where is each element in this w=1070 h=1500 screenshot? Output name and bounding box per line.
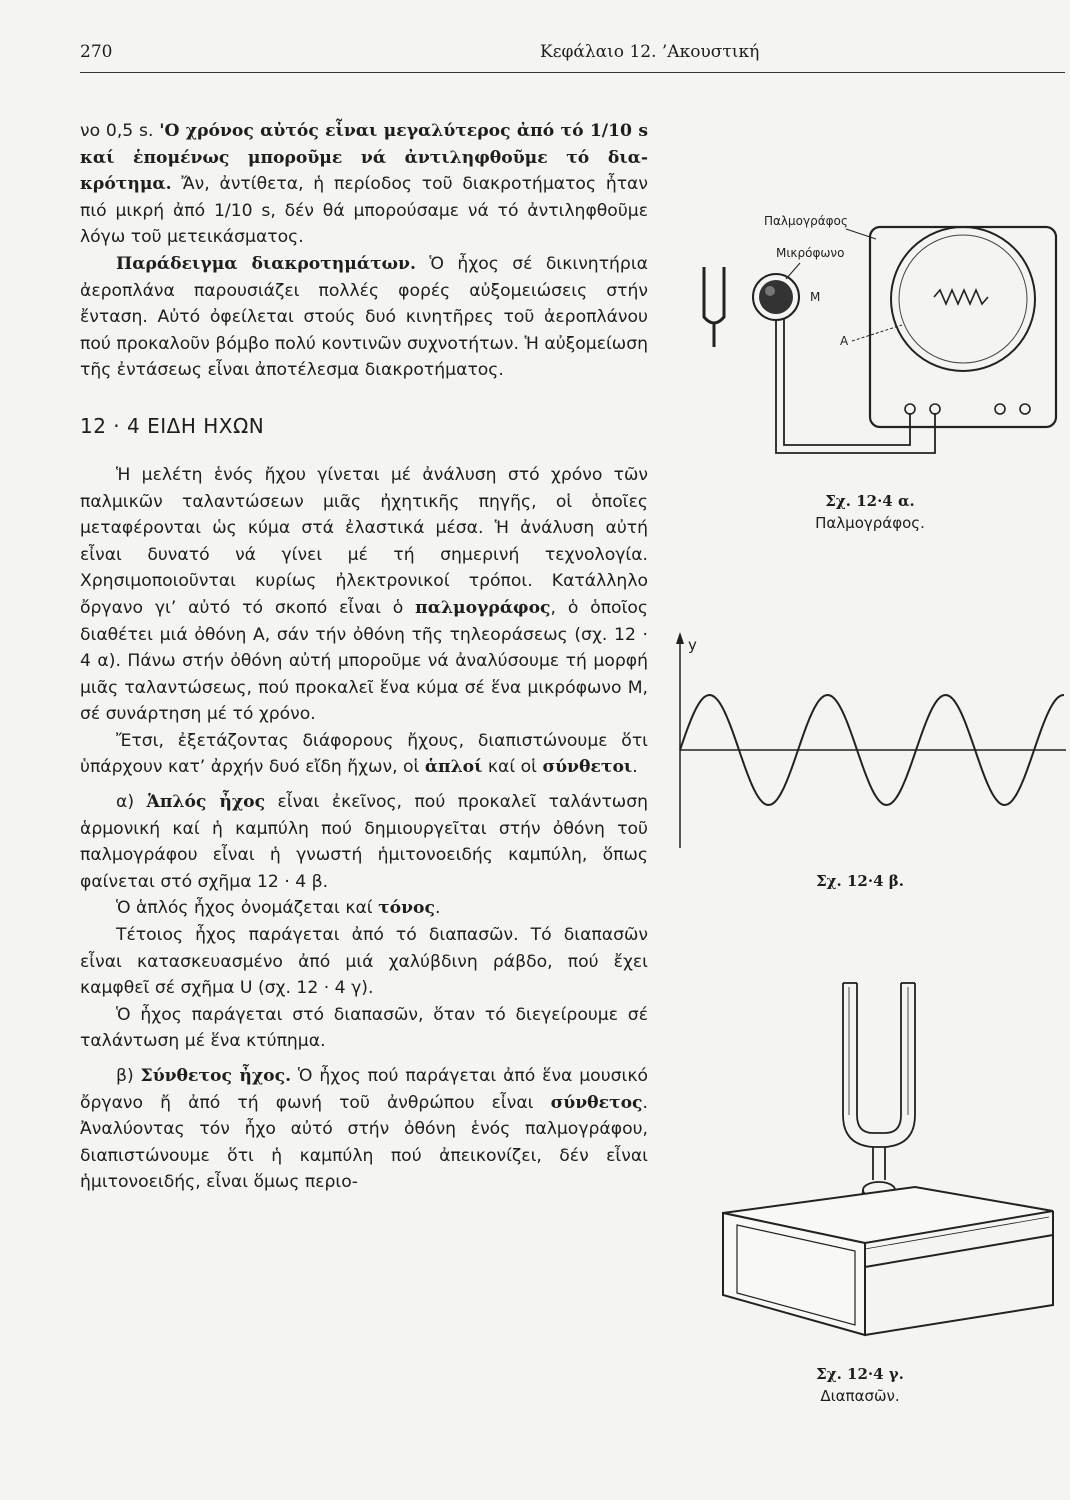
main-text-column	[80, 118, 648, 1196]
paragraph-4: Ἔτσι, ἐξετάζοντας διάφορους ἤχους, διαπιστώνουμε ὅτι ὑπάρχουν κατ’ ἀρχήν δυό εἴδη ἤχων, οἱ ἁπλοί καί οἱ σύνθετοι.	[80, 730, 648, 778]
paragraph-6: Ὁ ἁπλός ἦχος ὀνομάζεται καί τόνος.	[116, 898, 441, 919]
header-rule	[80, 72, 1065, 73]
caption-fig-c: Σχ. 12·4 γ. Διαπασῶν.	[816, 1365, 904, 1405]
section-title: 12 · 4 ΕΙΔΗ ΗΧΩΝ	[80, 413, 265, 438]
figure-oscilloscope	[690, 205, 1065, 470]
microphone-icon	[753, 274, 799, 320]
label-oscilloscope: Παλμογράφος	[764, 214, 848, 228]
running-head: Κεφάλαιο 12. ’Ακουστική	[540, 42, 760, 62]
paragraph-9: β) Σύνθετος ἦχος. Ὁ ἦχος πού παράγεται ἀπό ἕνα μουσικό ὄργανο ἤ ἀπό τή φωνή τοῦ ἀνθρώπου εἶναι σύνθετος. Ἀναλύοντας τόν ἦχο αὐτό στήν ὀθόνη ἑνός παλμογράφου, διαπιστώνουμε ὅτι ἡ καμπύλη πού ἀπεικονίζει, δέν εἶναι ἡμιτονοειδής, εἶναι ὅμως περιο-	[80, 1066, 648, 1193]
resonance-box	[723, 1187, 1053, 1335]
paragraph-8: Ὁ ἦχος παράγεται στό διαπασῶν, ὅταν τό διεγείρουμε σέ ταλάντωση μέ ἕνα κτύπημα.	[80, 1004, 648, 1052]
label-m: Μ	[810, 290, 821, 304]
oscilloscope-screen	[891, 227, 1035, 371]
oscilloscope-body	[870, 227, 1056, 427]
figure-sine-wave	[670, 628, 1066, 853]
paragraph-3: Ἡ μελέτη ἑνός ἤχου γίνεται μέ ἀνάλυση στό χρόνο τῶν παλμικῶν ταλαντώσεων μιᾶς ἠχητικῆς πηγῆς, οἱ ὁποῖες μεταφέρονται ὡς κύμα στά ἐλαστικά μέσα. Ἡ ἀνάλυση αὐτή εἶναι δυνατό νά γίνει μέ τή σημερινή τεχνολογία. Χρησιμοποιοῦνται κυρίως ἠλεκτρονικοί τρόποι. Κατάλληλο ὄργανο γι’ αὐτό τό σκοπό εἶναι ὁ παλμογράφος, ὁ ὁποῖος διαθέτει μιά ὀθόνη Α, σάν τήν ὀθόνη τῆς τηλεοράσεως (σχ. 12 · 4 α). Πάνω στήν ὀθόνη αὐτή μποροῦμε νά ἀναλύσουμε τή μορφή μιᾶς ταλαντώσεως, πού προκαλεῖ ἕνα κύμα σέ ἕνα μικρόφωνο Μ, σέ συνάρτηση μέ τό χρόνο.	[80, 464, 648, 725]
page-header	[80, 42, 1060, 72]
caption-fig-b: Σχ. 12·4 β.	[816, 872, 904, 890]
y-axis-arrow-icon	[676, 632, 684, 644]
oscilloscope-knobs	[905, 404, 1030, 414]
paragraph-5: α) Ἁπλός ἦχος εἶναι ἐκεῖνος, πού προκαλεῖ ταλάντωση ἁρμονική καί ἡ καμπύλη πού δημιουργεῖται στήν ὀθόνη τοῦ παλμογράφου εἶναι ἡ γνωστή ἡμιτονοειδής καμπύλη, ὅπως φαίνεται στό σχῆμα 12 · 4 β.	[80, 792, 648, 892]
page-number: 270	[80, 42, 113, 62]
label-a: Α	[840, 334, 849, 348]
figure-tuning-fork	[715, 975, 1055, 1350]
screen-waveform	[934, 290, 988, 304]
tuning-fork-icon	[843, 983, 915, 1211]
paragraph-1: νο 0,5 s. 'Ο χρόνος αὐτός εἶναι μεγαλύτερος ἀπό τό 1/10 s καί ἑπομένως μποροῦμε νά ἀντιληφθοῦμε τό δια-κρότημα. Ἄν, ἀντίθετα, ἡ περίοδος τοῦ διακροτήματος ἦταν πιό μικρή ἀπό 1/10 s, δέν θά μπορούσαμε νά τό ἀντιληφθοῦμε λόγω τοῦ μετεικάσματος.	[80, 121, 648, 248]
paragraph-2: Παράδειγμα διακροτημάτων. Ὁ ἦχος σέ δικινητήρια ἀεροπλάνα παρουσιάζει πολλές φορές αὐξομειώσεις στήν ἔνταση. Αὐτό ὀφείλεται στούς δυό κινητῆρες τοῦ ἀεροπλάνου πού προκαλοῦν βόμβο πολύ κοντινῶν συχνοτήτων. Ἡ αὐξομείωση τῆς ἐντάσεως εἶναι ἀποτέλεσμα διακροτήματος.	[80, 253, 648, 381]
label-microphone: Μικρόφωνο	[776, 246, 845, 260]
y-axis-label: y	[688, 636, 697, 654]
caption-fig-a: Σχ. 12·4 α. Παλμογράφος.	[815, 492, 925, 532]
small-tuning-fork-icon	[704, 267, 724, 347]
paragraph-7: Τέτοιος ἦχος παράγεται ἀπό τό διαπασῶν. Τό διαπασῶν εἶναι κατασκευασμένο ἀπό μιά χαλύβδινη ράβδο, πού ἔχει καμφθεῖ σέ σχῆμα U (σχ. 12 · 4 γ).	[80, 925, 648, 999]
